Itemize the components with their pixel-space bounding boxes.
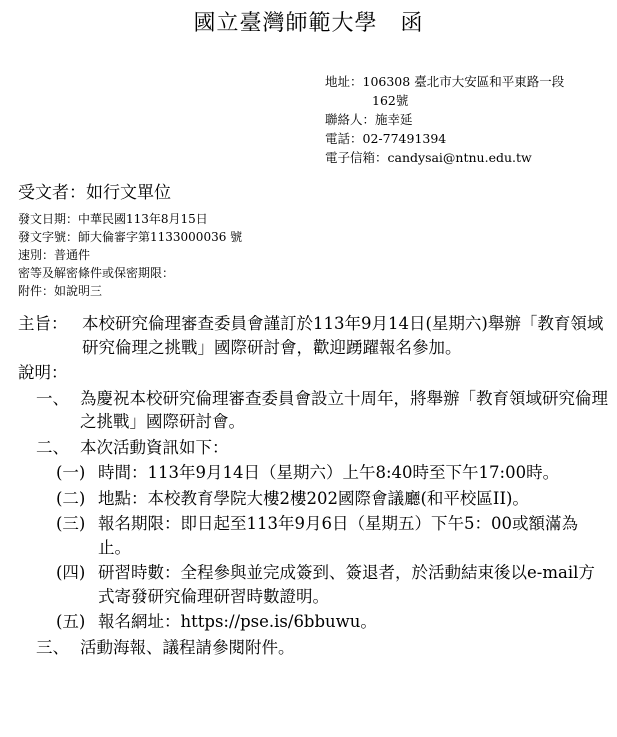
address-line: 地址：106308 臺北市大安區和平東路一段: [325, 74, 565, 89]
issue-date: 發文日期：中華民國113年8月15日: [18, 212, 208, 226]
sub-item-number: (四): [56, 563, 86, 582]
sub-item-deadline: [18, 512, 608, 559]
document-meta: [18, 210, 242, 300]
sub-item-time: [18, 461, 608, 485]
item-number: 三、: [36, 637, 69, 657]
explanation-label: 說明：: [18, 363, 68, 382]
sub-item-text: 地點：本校教育學院大樓2樓202國際會議廳(和平校區II)。: [98, 488, 529, 508]
contact-block: [325, 72, 564, 167]
delivery-speed: 速別：普通件: [18, 248, 91, 262]
sub-item-location: [18, 487, 608, 511]
sub-item-study-hours: [18, 561, 608, 608]
sub-item-number: (一): [56, 463, 86, 482]
sub-item-text: 報名期限：即日起至113年9月6日（星期五）下午5：00或額滿為止。: [98, 514, 578, 557]
sub-item-text: 時間：113年9月14日（星期六）上午8:40時至下午17:00時。: [98, 463, 560, 482]
contact-email: 電子信箱：candysai@ntnu.edu.tw: [325, 150, 532, 165]
subject-label: 主旨：: [18, 314, 68, 333]
secrecy-level: 密等及解密條件或保密期限：: [18, 266, 175, 280]
sub-item-number: (三): [56, 514, 86, 533]
item-text: 為慶祝本校研究倫理審查委員會設立十周年，將舉辦「教育領域研究倫理之挑戰」國際研討會。: [80, 388, 608, 431]
document-number: 發文字號：師大倫審字第1133000036 號: [18, 230, 243, 244]
sub-item-registration-url: [18, 610, 608, 634]
document-title: 國立臺灣師範大學 函: [193, 11, 424, 36]
sub-item-number: (五): [56, 612, 86, 631]
sub-item-number: (二): [56, 488, 86, 508]
subject-section: [18, 312, 608, 359]
registration-url[interactable]: 報名網址：https://pse.is/6bbuwu。: [98, 612, 377, 631]
subject-text: 本校研究倫理審查委員會謹訂於113年9月14日(星期六)舉辦「教育領域研究倫理之挑戰」國際研討會，歡迎踴躍報名參加。: [82, 314, 604, 357]
item-number: 一、: [36, 388, 69, 408]
item-text: 活動海報、議程請參閱附件。: [80, 637, 295, 657]
recipient-line: 受文者：如行文單位: [18, 183, 171, 203]
address-continuation: 162號: [372, 93, 409, 108]
explanation-item-3: [18, 636, 608, 660]
attachment-note: 附件：如說明三: [18, 284, 103, 298]
explanation-item-2: [18, 436, 608, 460]
explanation-item-1: [18, 387, 608, 434]
contact-phone: 電話：02-77491394: [325, 131, 447, 146]
item-text: 本次活動資訊如下：: [80, 437, 229, 457]
contact-person: 聯絡人：施幸延: [325, 112, 413, 127]
sub-item-text: 研習時數：全程參與並完成簽到、簽退者，於活動結束後以e-mail方式寄發研究倫理研習時數證明。: [98, 563, 595, 606]
document-body: [18, 312, 608, 659]
item-number: 二、: [36, 437, 69, 457]
